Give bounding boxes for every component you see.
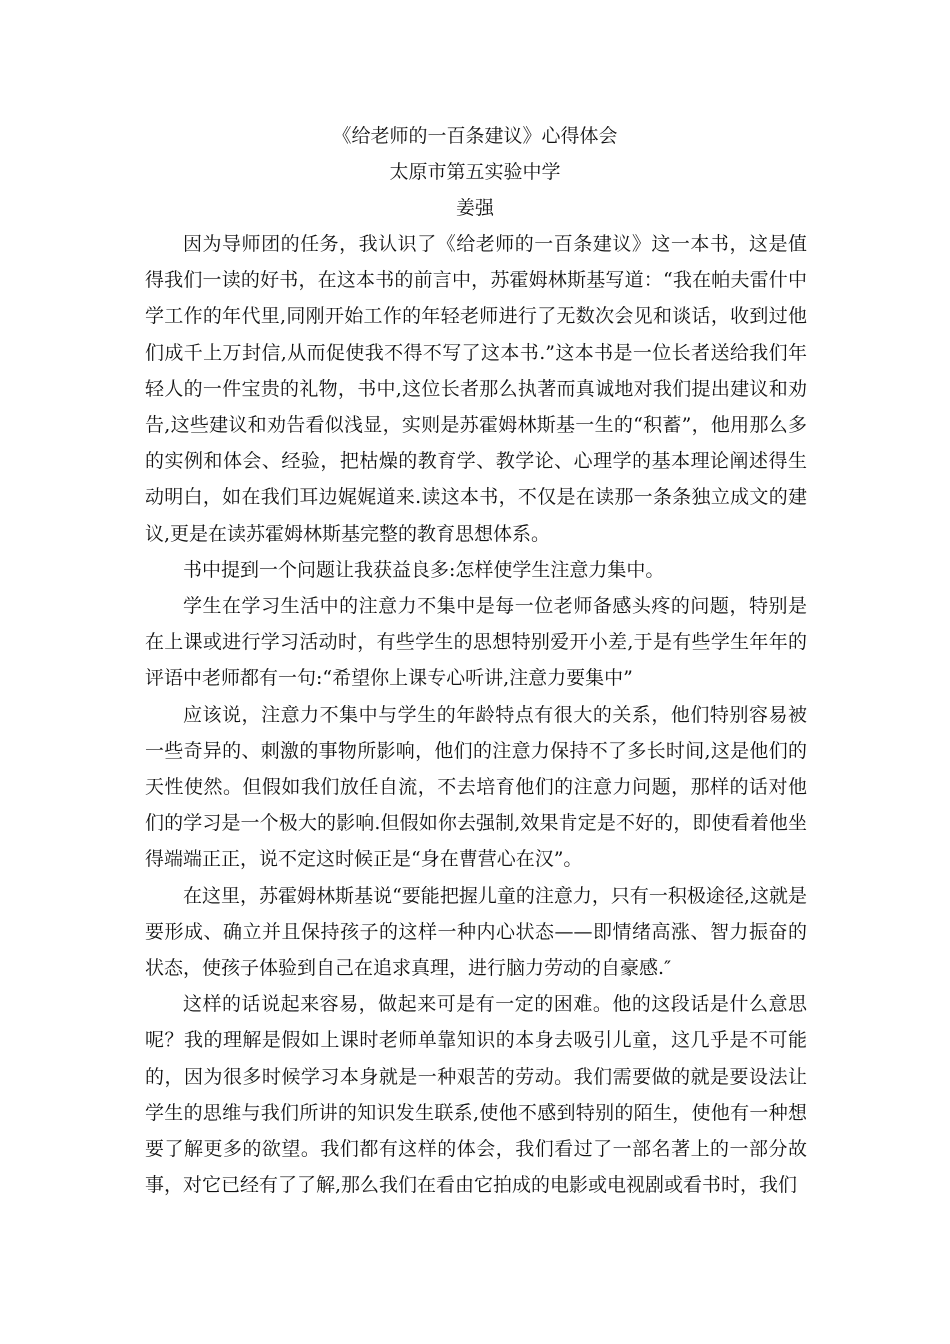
author-name: 姜强: [455, 197, 494, 219]
paragraph: 因为导师团的任务，我认识了《给老师的一百条建议》这一本书，这是值得我们一读的好书，在这本书的前言中，苏霍姆林斯基写道：“我在帕夫雷什中学工作的年代里,同刚开始工作的年轻老师进行了无数次会见和谈话，收到过他们成千上万封信,从而促使我不得不写了这本书.”这本书是一位长者送给我们年轻人的一件宝贵的礼物，书中,这位长者那么执著而真诚地对我们提出建议和劝告,这些建议和劝告看似浅显，实则是苏霍姆林斯基一生的“积蓄”，他用那么多的实例和体会、经验，把枯燥的教育学、教学论、心理学的基本理论阐述得生动明白，如在我们耳边娓娓道来.读这本书，不仅是在读那一条条独立成文的建议,更是在读苏霍姆林斯基完整的教育思想体系。: [145, 233, 807, 545]
paragraph: 这样的话说起来容易，做起来可是有一定的困难。他的这段话是什么意思呢？我的理解是假如上课时老师单靠知识的本身去吸引儿童，这几乎是不可能的，因为很多时候学习本身就是一种艰苦的劳动。我们需要做的就是要设法让学生的思维与我们所讲的知识发生联系,使他不感到特别的陌生，使他有一种想要了解更多的欲望。我们都有这样的体会，我们看过了一部名著上的一部分故事，对它已经有了了解,那么我们在看由它拍成的电影或电视剧或看书时，我们: [145, 993, 807, 1197]
paragraph: 学生在学习生活中的注意力不集中是每一位老师备感头疼的问题，特别是在上课或进行学习活动时，有些学生的思想特别爱开小差,于是有些学生年年的评语中老师都有一句:“希望你上课专心听讲,注意力要集中”: [145, 595, 807, 690]
paragraph: 书中提到一个问题让我获益良多:怎样使学生注意力集中。: [183, 558, 665, 581]
paragraph: 应该说，注意力不集中与学生的年龄特点有很大的关系，他们特别容易被一些奇异的、刺激的事物所影响，他们的注意力保持不了多长时间,这是他们的天性使然。但假如我们放任自流，不去培育他们的注意力问题，那样的话对他们的学习是一个极大的影响.但假如你去强制,效果肯定是不好的，即使看着他坐得端端正正，说不定这时候正是“身在曹营心在汉”。: [145, 703, 807, 871]
paragraph: 在这里，苏霍姆林斯基说“要能把握儿童的注意力，只有一积极途径,这就是要形成、确立并且保持孩子的这样一种内心状态——即情绪高涨、智力振奋的状态，使孩子体验到自己在追求真理，进行脑力劳动的自豪感.″: [145, 884, 807, 980]
school-name: 太原市第五实验中学: [389, 161, 561, 183]
document-body: [145, 226, 807, 1203]
document-header: [0, 118, 950, 226]
document-title: 《给老师的一百条建议》心得体会: [332, 125, 618, 147]
